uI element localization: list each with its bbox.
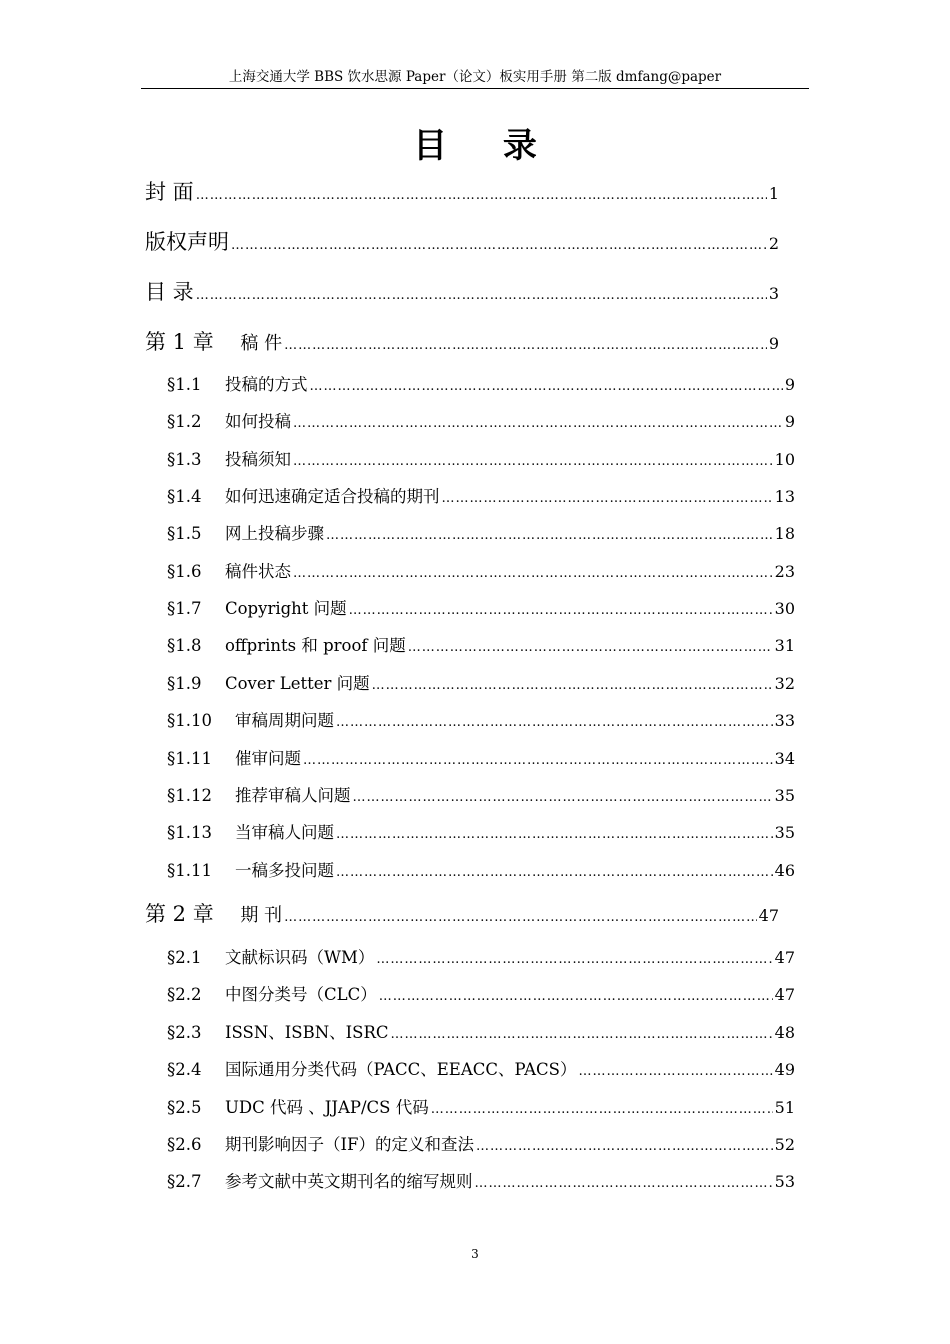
page-title: 目 录 xyxy=(413,126,559,166)
section-number: §1.13 xyxy=(167,823,212,842)
dot-leader xyxy=(476,1139,773,1154)
toc-entry-section[interactable] xyxy=(167,1131,795,1155)
toc-entry-section[interactable] xyxy=(167,595,795,619)
dot-leader xyxy=(578,1064,772,1079)
toc-entry-page: 9 xyxy=(768,334,779,353)
toc-entry-section[interactable] xyxy=(167,819,795,843)
section-number: §2.5 xyxy=(167,1098,202,1117)
toc-entry-page: 18 xyxy=(774,524,795,543)
toc-entry-page: 53 xyxy=(774,1172,795,1191)
section-title: 文献标识码（WM） xyxy=(225,948,375,967)
section-number: §1.6 xyxy=(167,562,202,581)
toc-entry-section[interactable] xyxy=(167,944,795,968)
section-title: UDC 代码 、JJAP/CS 代码 xyxy=(225,1098,429,1117)
toc-entry-section[interactable] xyxy=(167,981,795,1005)
dot-leader xyxy=(379,989,773,1004)
toc-entry-section[interactable] xyxy=(167,782,795,806)
section-number: §2.6 xyxy=(167,1135,202,1154)
toc-entry-page: 10 xyxy=(774,450,795,469)
section-number: §2.2 xyxy=(167,985,202,1004)
dot-leader xyxy=(475,1176,773,1191)
toc-entry-label: 版权声明 xyxy=(145,230,229,254)
toc-entry-chapter-1[interactable] xyxy=(145,326,779,356)
section-title: ISSN、ISBN、ISRC xyxy=(225,1023,389,1042)
dot-leader xyxy=(303,753,773,768)
section-title: 稿件状态 xyxy=(225,562,291,581)
toc-entry-section[interactable] xyxy=(167,707,795,731)
section-title: 投稿的方式 xyxy=(225,375,308,394)
toc-entry-section[interactable] xyxy=(167,1094,795,1118)
section-number: §1.3 xyxy=(167,450,202,469)
dot-leader xyxy=(293,454,773,469)
dot-leader xyxy=(196,188,767,203)
dot-leader xyxy=(284,338,767,353)
dot-leader xyxy=(284,910,756,925)
dot-leader xyxy=(372,678,773,693)
toc-entry-section[interactable] xyxy=(167,1019,795,1043)
toc-entry-page: 2 xyxy=(768,234,779,253)
section-title: 投稿须知 xyxy=(225,450,291,469)
section-title: 如何投稿 xyxy=(225,412,291,431)
toc-entry-page: 30 xyxy=(774,599,795,618)
toc-entry-page: 49 xyxy=(774,1060,795,1079)
section-title: 网上投稿步骤 xyxy=(225,524,324,543)
dot-leader xyxy=(293,566,773,581)
section-title: 中图分类号（CLC） xyxy=(225,985,377,1004)
toc-entry-section[interactable] xyxy=(167,857,795,881)
dot-leader xyxy=(376,952,772,967)
section-title: offprints 和 proof 问题 xyxy=(225,636,406,655)
dot-leader xyxy=(196,288,767,303)
section-number: §1.1 xyxy=(167,375,202,394)
section-number: §1.8 xyxy=(167,636,202,655)
section-number: §1.2 xyxy=(167,412,202,431)
toc-entry-page: 23 xyxy=(774,562,795,581)
toc-entry-page: 47 xyxy=(774,985,795,1004)
section-number: §1.7 xyxy=(167,599,202,618)
toc-entry-page: 13 xyxy=(774,487,795,506)
toc-entry-page: 52 xyxy=(774,1135,795,1154)
section-title: 如何迅速确定适合投稿的期刊 xyxy=(225,487,440,506)
dot-leader xyxy=(336,865,773,880)
toc-entry-page: 1 xyxy=(768,184,779,203)
toc-entry-page: 35 xyxy=(774,823,795,842)
toc-entry-chapter-2[interactable] xyxy=(145,898,779,928)
section-title: 审稿周期问题 xyxy=(235,711,334,730)
dot-leader xyxy=(349,603,773,618)
section-number: §2.7 xyxy=(167,1172,202,1191)
dot-leader xyxy=(310,379,783,394)
section-title: 当审稿人问题 xyxy=(235,823,334,842)
toc-entry-page: 51 xyxy=(774,1098,795,1117)
chapter-title: 期 刊 xyxy=(240,905,283,926)
toc-entry-page: 31 xyxy=(774,636,795,655)
section-number: §1.10 xyxy=(167,711,212,730)
toc-entry-page: 33 xyxy=(774,711,795,730)
chapter-number: 第 1 章 xyxy=(145,330,214,354)
section-number: §2.3 xyxy=(167,1023,202,1042)
toc-entry-page: 48 xyxy=(774,1023,795,1042)
toc-entry-page: 34 xyxy=(774,749,795,768)
section-number: §1.5 xyxy=(167,524,202,543)
section-title: 催审问题 xyxy=(235,749,301,768)
toc-entry-section[interactable] xyxy=(167,558,795,582)
section-number: §1.9 xyxy=(167,674,202,693)
running-header: 上海交通大学 BBS 饮水思源 Paper（论文）板实用手册 第二版 dmfang@paper xyxy=(141,66,809,89)
section-number: §2.1 xyxy=(167,948,202,967)
section-title: Cover Letter 问题 xyxy=(225,674,370,693)
section-title: Copyright 问题 xyxy=(225,599,347,618)
toc-entry-page: 32 xyxy=(774,674,795,693)
toc-entry-cover[interactable] xyxy=(145,176,779,206)
dot-leader xyxy=(391,1027,773,1042)
toc-entry-label: 封 面 xyxy=(145,180,194,204)
toc-entry-page: 9 xyxy=(784,412,795,431)
toc-entry-section[interactable] xyxy=(167,408,795,432)
section-number: §2.4 xyxy=(167,1060,202,1079)
chapter-title: 稿 件 xyxy=(240,333,283,354)
section-number: §1.11 xyxy=(167,749,212,768)
dot-leader xyxy=(353,790,773,805)
dot-leader xyxy=(336,827,773,842)
section-title: 参考文献中英文期刊名的缩写规则 xyxy=(225,1172,473,1191)
toc-entry-label xyxy=(145,326,282,356)
section-title: 一稿多投问题 xyxy=(235,861,334,880)
toc-entry-page: 47 xyxy=(758,906,779,925)
section-title: 期刊影响因子（IF）的定义和查法 xyxy=(225,1135,474,1154)
toc-entry-page: 46 xyxy=(774,861,795,880)
section-number: §1.11 xyxy=(167,861,212,880)
dot-leader xyxy=(336,715,773,730)
section-title: 推荐审稿人问题 xyxy=(235,786,351,805)
toc-entry-label xyxy=(145,898,282,928)
dot-leader xyxy=(431,1102,773,1117)
page-number: 3 xyxy=(471,1247,479,1261)
toc-entry-section[interactable] xyxy=(167,520,795,544)
dot-leader xyxy=(326,528,773,543)
dot-leader xyxy=(231,238,767,253)
toc-entry-section[interactable] xyxy=(167,1056,795,1080)
toc-entry-copyright[interactable] xyxy=(145,226,779,256)
toc-entry-section[interactable] xyxy=(167,1168,795,1192)
toc-entry-label: 目 录 xyxy=(145,280,194,304)
toc-entry-page: 35 xyxy=(774,786,795,805)
chapter-number: 第 2 章 xyxy=(145,902,214,926)
section-title: 国际通用分类代码（PACC、EEACC、PACS） xyxy=(225,1060,577,1079)
toc-entry-contents[interactable] xyxy=(145,276,779,306)
toc-entry-page: 3 xyxy=(768,284,779,303)
section-number: §1.4 xyxy=(167,487,202,506)
toc-entry-section[interactable] xyxy=(167,745,795,769)
toc-entry-section[interactable] xyxy=(167,446,795,470)
dot-leader xyxy=(442,491,773,506)
dot-leader xyxy=(408,640,773,655)
section-number: §1.12 xyxy=(167,786,212,805)
dot-leader xyxy=(293,416,783,431)
toc-entry-section[interactable] xyxy=(167,371,795,395)
toc-entry-page: 9 xyxy=(784,375,795,394)
toc-entry-page: 47 xyxy=(774,948,795,967)
toc-entry-section[interactable] xyxy=(167,483,795,507)
toc-entry-section[interactable] xyxy=(167,632,795,656)
toc-entry-section[interactable] xyxy=(167,670,795,694)
